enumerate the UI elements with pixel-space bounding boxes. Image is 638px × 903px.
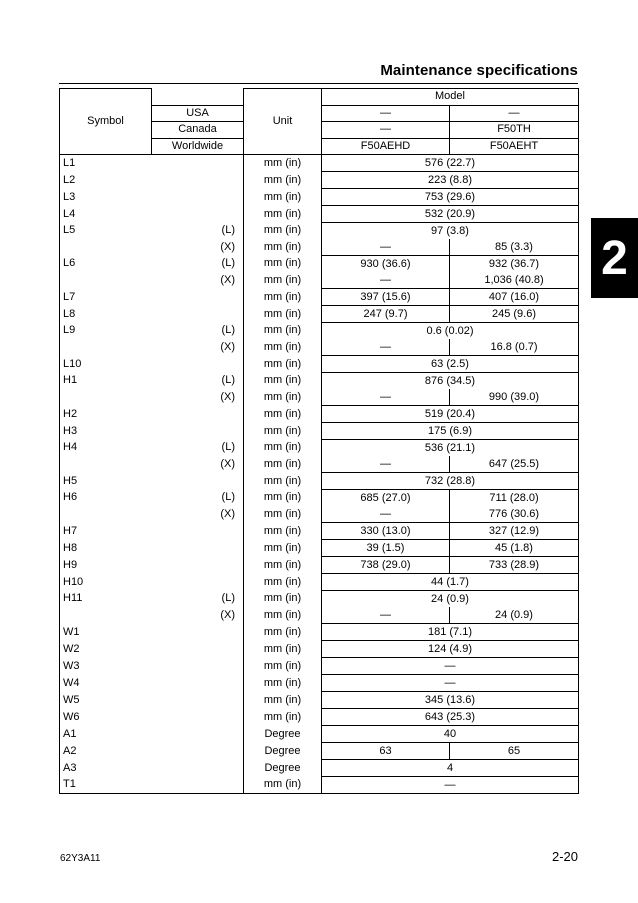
table-header-row — [60, 89, 579, 106]
value-cell: 223 (8.8) — [322, 172, 579, 189]
value-cell: 876 (34.5) — [322, 373, 579, 390]
value-cell: 63 (2.5) — [322, 356, 579, 373]
value-cell: — — [322, 675, 579, 692]
variant-cell — [152, 743, 244, 760]
value-cell: 45 (1.8) — [450, 540, 579, 557]
table-row — [60, 423, 579, 440]
unit-cell: mm (in) — [244, 223, 322, 240]
model-cell: — — [322, 122, 450, 139]
variant-cell: (X) — [220, 608, 235, 621]
value-cell: — — [322, 777, 579, 794]
table-row — [60, 523, 579, 540]
variant-cell — [152, 726, 244, 743]
table-row — [60, 540, 579, 557]
unit-cell: mm (in) — [244, 239, 322, 256]
table-row — [60, 172, 579, 189]
table-row — [60, 624, 579, 641]
table-row — [60, 239, 579, 256]
value-cell: 930 (36.6) — [322, 256, 450, 273]
variant-cell — [152, 675, 244, 692]
unit-cell: mm (in) — [244, 777, 322, 794]
variant-cell — [152, 523, 244, 540]
value-cell: 576 (22.7) — [322, 155, 579, 172]
unit-cell: mm (in) — [244, 389, 322, 406]
variant-cell — [152, 289, 244, 306]
symbol-cell: L5 — [60, 223, 152, 240]
variant-cell: (X) — [220, 507, 235, 520]
model-header: Model — [322, 89, 579, 106]
symbol-cell: A2 — [60, 743, 152, 760]
spec-table — [59, 88, 579, 794]
unit-cell: mm (in) — [244, 456, 322, 473]
unit-cell: mm (in) — [244, 709, 322, 726]
table-row — [60, 306, 579, 323]
symbol-cell — [60, 389, 152, 406]
symbol-cell: L1 — [60, 155, 152, 172]
symbol-cell: H5 — [60, 473, 152, 490]
unit-cell: mm (in) — [244, 339, 322, 356]
value-cell: 932 (36.7) — [450, 256, 579, 273]
value-cell: 738 (29.0) — [322, 557, 450, 574]
unit-header: Unit — [244, 89, 322, 155]
unit-cell: mm (in) — [244, 641, 322, 658]
value-cell: 345 (13.6) — [322, 692, 579, 709]
symbol-cell: W2 — [60, 641, 152, 658]
table-row — [60, 574, 579, 591]
title-divider — [59, 83, 578, 84]
table-row — [60, 356, 579, 373]
value-cell: 245 (9.6) — [450, 306, 579, 323]
variant-cell — [152, 172, 244, 189]
symbol-cell: T1 — [60, 777, 152, 794]
symbol-cell — [60, 506, 152, 523]
value-cell: 4 — [322, 760, 579, 777]
variant-cell: (L) — [221, 491, 235, 504]
unit-cell: mm (in) — [244, 473, 322, 490]
value-cell: 24 (0.9) — [450, 607, 579, 624]
value-cell: 732 (28.8) — [322, 473, 579, 490]
variant-cell — [152, 777, 244, 794]
unit-cell: Degree — [244, 726, 322, 743]
table-row — [60, 456, 579, 473]
variant-cell — [152, 473, 244, 490]
value-cell: 643 (25.3) — [322, 709, 579, 726]
unit-cell: mm (in) — [244, 506, 322, 523]
symbol-cell — [60, 607, 152, 624]
value-cell: 0.6 (0.02) — [322, 323, 579, 340]
unit-cell: mm (in) — [244, 256, 322, 273]
page-title: Maintenance specifications — [380, 62, 578, 79]
variant-cell — [152, 624, 244, 641]
variant-cell — [152, 692, 244, 709]
variant-cell — [152, 709, 244, 726]
table-row — [60, 473, 579, 490]
unit-cell: mm (in) — [244, 591, 322, 608]
table-row — [60, 223, 579, 240]
unit-cell: mm (in) — [244, 356, 322, 373]
model-cell: F50TH — [450, 122, 579, 139]
symbol-cell: L4 — [60, 206, 152, 223]
table-row — [60, 189, 579, 206]
variant-cell — [152, 306, 244, 323]
model-cell: — — [322, 105, 450, 122]
variant-cell — [152, 641, 244, 658]
table-row — [60, 406, 579, 423]
variant-cell — [152, 760, 244, 777]
unit-cell: mm (in) — [244, 155, 322, 172]
region-worldwide: Worldwide — [152, 138, 244, 155]
symbol-header: Symbol — [60, 89, 152, 155]
table-row — [60, 256, 579, 273]
value-cell: — — [322, 506, 450, 523]
symbol-cell: W1 — [60, 624, 152, 641]
table-row — [60, 155, 579, 172]
unit-cell: mm (in) — [244, 172, 322, 189]
variant-cell — [152, 155, 244, 172]
unit-cell: mm (in) — [244, 306, 322, 323]
symbol-cell — [60, 272, 152, 289]
symbol-cell: L10 — [60, 356, 152, 373]
table-row — [60, 490, 579, 507]
table-row — [60, 726, 579, 743]
variant-cell — [152, 423, 244, 440]
table-row — [60, 743, 579, 760]
value-cell: 330 (13.0) — [322, 523, 450, 540]
unit-cell: mm (in) — [244, 490, 322, 507]
variant-cell — [152, 658, 244, 675]
unit-cell: mm (in) — [244, 440, 322, 457]
value-cell: 24 (0.9) — [322, 591, 579, 608]
symbol-cell: W3 — [60, 658, 152, 675]
unit-cell: Degree — [244, 743, 322, 760]
variant-cell: (L) — [221, 324, 235, 337]
unit-cell: mm (in) — [244, 406, 322, 423]
value-cell: 1,036 (40.8) — [450, 272, 579, 289]
value-cell: 124 (4.9) — [322, 641, 579, 658]
value-cell: 407 (16.0) — [450, 289, 579, 306]
table-row — [60, 373, 579, 390]
variant-cell: (X) — [220, 340, 235, 353]
symbol-cell: A1 — [60, 726, 152, 743]
table-row — [60, 506, 579, 523]
table-row — [60, 272, 579, 289]
table-row — [60, 760, 579, 777]
value-cell: 65 — [450, 743, 579, 760]
table-row — [60, 658, 579, 675]
symbol-cell: H10 — [60, 574, 152, 591]
value-cell: 519 (20.4) — [322, 406, 579, 423]
value-cell: 44 (1.7) — [322, 574, 579, 591]
symbol-cell: A3 — [60, 760, 152, 777]
value-cell: 175 (6.9) — [322, 423, 579, 440]
value-cell: 753 (29.6) — [322, 189, 579, 206]
variant-cell — [152, 406, 244, 423]
table-row — [60, 692, 579, 709]
table-row — [60, 675, 579, 692]
unit-cell: mm (in) — [244, 289, 322, 306]
symbol-cell — [60, 339, 152, 356]
table-row — [60, 323, 579, 340]
variant-cell: (L) — [221, 441, 235, 454]
value-cell: — — [322, 456, 450, 473]
region-spacer — [152, 89, 244, 106]
table-row — [60, 289, 579, 306]
chapter-tab: 2 — [591, 218, 638, 298]
variant-cell — [152, 206, 244, 223]
model-cell: F50AEHD — [322, 138, 450, 155]
symbol-cell: H4 — [60, 440, 152, 457]
table-row — [60, 440, 579, 457]
variant-cell: (L) — [221, 224, 235, 237]
table-row — [60, 389, 579, 406]
table-row — [60, 641, 579, 658]
table-row — [60, 339, 579, 356]
symbol-cell — [60, 456, 152, 473]
symbol-cell: W5 — [60, 692, 152, 709]
value-cell: 40 — [322, 726, 579, 743]
symbol-cell: W4 — [60, 675, 152, 692]
symbol-cell: H2 — [60, 406, 152, 423]
unit-cell: mm (in) — [244, 607, 322, 624]
table-row — [60, 777, 579, 794]
unit-cell: Degree — [244, 760, 322, 777]
symbol-cell: L2 — [60, 172, 152, 189]
value-cell: 327 (12.9) — [450, 523, 579, 540]
variant-cell: (X) — [220, 457, 235, 470]
unit-cell: mm (in) — [244, 574, 322, 591]
unit-cell: mm (in) — [244, 624, 322, 641]
value-cell: — — [322, 607, 450, 624]
value-cell: 39 (1.5) — [322, 540, 450, 557]
value-cell: 685 (27.0) — [322, 490, 450, 507]
unit-cell: mm (in) — [244, 675, 322, 692]
symbol-cell: H7 — [60, 523, 152, 540]
value-cell: — — [322, 339, 450, 356]
page-number: 2-20 — [551, 849, 578, 864]
unit-cell: mm (in) — [244, 206, 322, 223]
symbol-cell: H11 — [60, 591, 152, 608]
value-cell: 97 (3.8) — [322, 223, 579, 240]
variant-cell — [152, 574, 244, 591]
table-row — [60, 557, 579, 574]
symbol-cell: H8 — [60, 540, 152, 557]
unit-cell: mm (in) — [244, 658, 322, 675]
value-cell: 776 (30.6) — [450, 506, 579, 523]
value-cell: 247 (9.7) — [322, 306, 450, 323]
unit-cell: mm (in) — [244, 323, 322, 340]
unit-cell: mm (in) — [244, 540, 322, 557]
symbol-cell: H3 — [60, 423, 152, 440]
symbol-cell: L7 — [60, 289, 152, 306]
document-code: 62Y3A11 — [60, 853, 101, 864]
symbol-cell: L9 — [60, 323, 152, 340]
variant-cell — [152, 356, 244, 373]
symbol-cell: H1 — [60, 373, 152, 390]
symbol-cell: H6 — [60, 490, 152, 507]
variant-cell — [152, 189, 244, 206]
variant-cell: (L) — [221, 592, 235, 605]
value-cell: 85 (3.3) — [450, 239, 579, 256]
value-cell: 711 (28.0) — [450, 490, 579, 507]
value-cell: — — [322, 272, 450, 289]
table-row — [60, 591, 579, 608]
value-cell: 990 (39.0) — [450, 389, 579, 406]
unit-cell: mm (in) — [244, 692, 322, 709]
unit-cell: mm (in) — [244, 423, 322, 440]
variant-cell: (X) — [220, 390, 235, 403]
symbol-cell: H9 — [60, 557, 152, 574]
symbol-cell: L3 — [60, 189, 152, 206]
variant-cell: (X) — [220, 240, 235, 253]
value-cell: 397 (15.6) — [322, 289, 450, 306]
unit-cell: mm (in) — [244, 373, 322, 390]
value-cell: 733 (28.9) — [450, 557, 579, 574]
value-cell: 536 (21.1) — [322, 440, 579, 457]
value-cell: 181 (7.1) — [322, 624, 579, 641]
value-cell: — — [322, 239, 450, 256]
symbol-cell: L6 — [60, 256, 152, 273]
unit-cell: mm (in) — [244, 272, 322, 289]
variant-cell: (L) — [221, 257, 235, 270]
table-row — [60, 607, 579, 624]
unit-cell: mm (in) — [244, 189, 322, 206]
value-cell: 16.8 (0.7) — [450, 339, 579, 356]
symbol-cell: L8 — [60, 306, 152, 323]
unit-cell: mm (in) — [244, 523, 322, 540]
value-cell: 532 (20.9) — [322, 206, 579, 223]
region-canada: Canada — [152, 122, 244, 139]
symbol-cell — [60, 239, 152, 256]
variant-cell: (L) — [221, 374, 235, 387]
value-cell: — — [322, 658, 579, 675]
value-cell: — — [322, 389, 450, 406]
variant-cell — [152, 540, 244, 557]
variant-cell: (X) — [220, 273, 235, 286]
model-cell: — — [450, 105, 579, 122]
table-row — [60, 206, 579, 223]
model-cell: F50AEHT — [450, 138, 579, 155]
table-row — [60, 709, 579, 726]
variant-cell — [152, 557, 244, 574]
value-cell: 63 — [322, 743, 450, 760]
region-usa: USA — [152, 105, 244, 122]
value-cell: 647 (25.5) — [450, 456, 579, 473]
unit-cell: mm (in) — [244, 557, 322, 574]
symbol-cell: W6 — [60, 709, 152, 726]
